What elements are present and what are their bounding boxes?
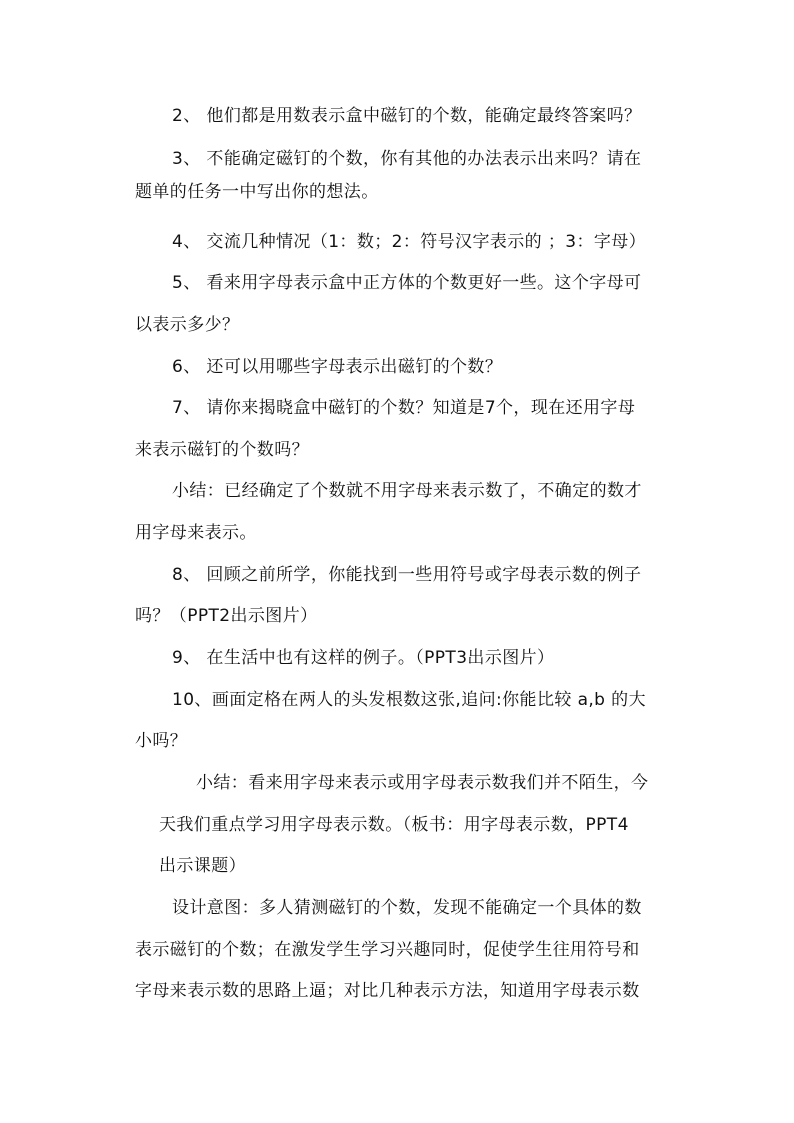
- p5-line1: 6、 还可以用哪些字母表示出磁钉的个数？: [172, 357, 503, 377]
- p9-line1: 9、 在生活中也有这样的例子。（PPT3出示图片）: [172, 648, 555, 668]
- summary2-line3: 出示课题）: [159, 856, 246, 876]
- design-intent-line3: 字母来表示数的思路上逼；对比几种表示方法，知道用字母表示数: [135, 981, 640, 1001]
- p8-line1: 8、 回顾之前所学，你能找到一些用符号或字母表示数的例子: [172, 565, 642, 585]
- p2-line1: 3、 不能确定磁钉的个数，你有其他的办法表示出来吗？请在: [172, 149, 642, 169]
- p6-line2: 来表示磁钉的个数吗？: [135, 440, 309, 460]
- p3-line1: 4、 交流几种情况（1：数；2：符号汉字表示的 ；3：字母）: [172, 232, 647, 252]
- summary1-line1: 小结：已经确定了个数就不用字母来表示数了，不确定的数才: [172, 481, 642, 501]
- summary1-line2: 用字母来表示。: [135, 523, 257, 543]
- p10-line1: 10、画面定格在两人的头发根数这张,追问:你能比较 a,b 的大: [172, 690, 646, 710]
- design-intent-line1: 设计意图：多人猜测磁钉的个数，发现不能确定一个具体的数: [172, 898, 642, 918]
- p2-line2: 题单的任务一中写出你的想法。: [135, 182, 379, 202]
- p4-line2: 以表示多少？: [135, 315, 240, 335]
- p4-line1: 5、 看来用字母表示盒中正方体的个数更好一些。这个字母可: [172, 273, 642, 293]
- p6-line1: 7、 请你来揭晓盒中磁钉的个数？知道是7个，现在还用字母: [172, 398, 636, 418]
- design-intent-line2: 表示磁钉的个数；在激发学生学习兴趣同时，促使学生往用符号和: [135, 940, 640, 960]
- p1-line1: 2、 他们都是用数表示盒中磁钉的个数，能确定最终答案吗？: [172, 106, 642, 126]
- summary2-line1: 小结：看来用字母来表示或用字母表示数我们并不陌生，今: [196, 773, 649, 793]
- p8-line2: 吗？（PPT2出示图片）: [135, 606, 318, 626]
- summary2-line2: 天我们重点学习用字母表示数。（板书：用字母表示数，PPT4: [159, 815, 629, 835]
- p10-line2: 小吗？: [135, 731, 188, 751]
